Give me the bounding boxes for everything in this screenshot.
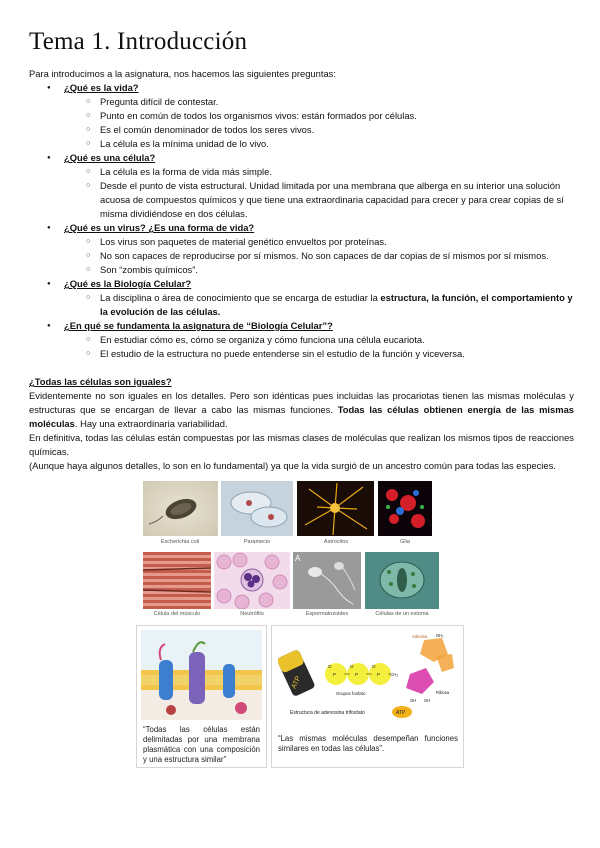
figure-caption: Neutrófilo	[240, 611, 264, 617]
list-item: ○ Es el común denominador de todos los seres vivos.	[64, 123, 574, 137]
svg-text:A: A	[295, 554, 301, 563]
figure-caption: Escherichia coli	[160, 539, 200, 545]
list-item: ○ Son “zombis químicos”.	[64, 263, 574, 277]
figure-caption: Astrocitos	[323, 539, 349, 545]
svg-text:Adenina: Adenina	[412, 634, 428, 639]
svg-text:O: O	[328, 664, 332, 669]
svg-text:NH₂: NH₂	[436, 633, 444, 638]
paragraph: (Aunque haya algunos detalles, lo son en lo fundamental) ya que la vida surgió de un ancestro común para todas las especies.	[29, 460, 556, 471]
svg-text:Estructura de adenosina trifos: Estructura de adenosina trifosfato	[290, 710, 365, 716]
section-cells-equal	[29, 375, 574, 473]
page-title: Tema 1. Introducción	[29, 28, 248, 55]
atp-panel	[271, 625, 464, 768]
list-item	[29, 277, 574, 319]
intro-text: Para introducimos a la asignatura, nos hacemos las siguientes preguntas:	[29, 68, 336, 79]
list-item: ○ La célula es la forma de vida más simple.	[64, 165, 574, 179]
membrane-diagram-image	[141, 630, 262, 720]
svg-text:ATP: ATP	[396, 710, 406, 716]
paragraph: Evidentemente no son iguales en los detalles. Pero son idénticas pues incluidas las procariotas tienen las mismas moléculas y estructuras que se encargan de llevar a cabo las mismas funciones. Todas las células obtienen energía de las mismas moléculas. Hay una extraordinaria variabilidad.	[29, 390, 574, 429]
svg-text:P: P	[377, 672, 381, 677]
list-item: ○ Desde el punto de vista estructural. Unidad limitada por una membrana que alberga en su interior una solución acuosa de compuestos químicos y que tiene una extraordinaria capacidad para crecer y para crear copias de sí misma dividiéndose en dos células.	[64, 179, 574, 221]
list-item	[64, 291, 574, 319]
paragraph: En definitiva, todas las células están compuestas por las mismas clases de moléculas que realizan los mismos tipos de reacciones químicas.	[29, 432, 574, 457]
list-item	[29, 319, 574, 361]
question-heading: ¿En qué se fundamenta la asignatura de “Biología Celular”?	[64, 320, 333, 331]
membrane-panel	[136, 625, 267, 768]
astrocytes-image	[297, 481, 374, 536]
list-item: ○ Punto en común de todos los organismos vivos: están formados por células.	[64, 109, 574, 123]
question-heading: ¿Qué es la Biología Celular?	[64, 278, 192, 289]
sperm-image	[293, 552, 361, 609]
question-heading: ¿Qué es un virus? ¿Es una forma de vida?	[64, 222, 255, 233]
list-item: ○ La célula es la mínima unidad de lo vivo.	[64, 137, 574, 151]
list-item	[29, 151, 574, 221]
figure-caption: Glia	[400, 539, 410, 545]
question-list	[29, 81, 574, 361]
muscle-cell-image	[143, 552, 211, 609]
list-item: ○ En estudiar cómo es, cómo se organiza y cómo funciona una célula eucariota.	[64, 333, 574, 347]
item-bold-text: estructura, la función, el comportamiento y la evolución de las células.	[100, 292, 573, 317]
figure-caption: Espermatozoides	[305, 611, 349, 617]
figure-caption: Célula del músculo	[153, 611, 201, 617]
svg-text:Ribosa: Ribosa	[436, 690, 450, 695]
figure-caption: Células de un estoma	[375, 611, 429, 617]
battery-icon	[278, 649, 316, 697]
svg-text:P: P	[333, 672, 337, 677]
atp-diagram-image	[278, 632, 458, 720]
membrane-quote: “Todas las células están delimitadas por una membrana plasmática con una composición y una estructura similar”	[143, 725, 260, 764]
section-heading: ¿Todas las células son iguales?	[29, 376, 172, 387]
list-item: ○ Pregunta difícil de contestar.	[64, 95, 574, 109]
list-item: ○ Los virus son paquetes de material genético envueltos por proteínas.	[64, 235, 574, 249]
svg-text:ATP: ATP	[290, 675, 303, 690]
paramecium-image	[221, 481, 293, 536]
svg-text:P: P	[355, 672, 359, 677]
question-heading: ¿Qué es una célula?	[64, 152, 156, 163]
svg-text:Grupos fosfato: Grupos fosfato	[336, 691, 366, 696]
svg-text:OH: OH	[424, 698, 431, 703]
figure-caption: Paramecio	[243, 539, 271, 545]
atp-quote: “Las mismas moléculas desempeñan funciones similares en todas las células”.	[278, 734, 458, 753]
list-item: ○ No son capaces de reproducirse por sí mismos. No son capaces de dar copias de sí mismos por sí mismos.	[64, 249, 574, 263]
glia-image	[378, 481, 432, 536]
svg-text:O: O	[350, 664, 354, 669]
list-item	[29, 221, 574, 277]
list-item: ○ El estudio de la estructura no puede entenderse sin el estudio de la función y viceversa.	[64, 347, 574, 361]
question-heading: ¿Qué es la vida?	[64, 82, 139, 93]
stoma-cells-image	[365, 552, 439, 609]
item-text: La disciplina o área de conocimiento que se encarga de estudiar la	[100, 292, 381, 303]
svg-text:CH₂: CH₂	[390, 672, 399, 677]
svg-text:OH: OH	[410, 698, 417, 703]
list-item	[29, 81, 574, 151]
svg-text:O: O	[372, 664, 376, 669]
neutrophil-image	[214, 552, 290, 609]
e-coli-image	[143, 481, 218, 536]
